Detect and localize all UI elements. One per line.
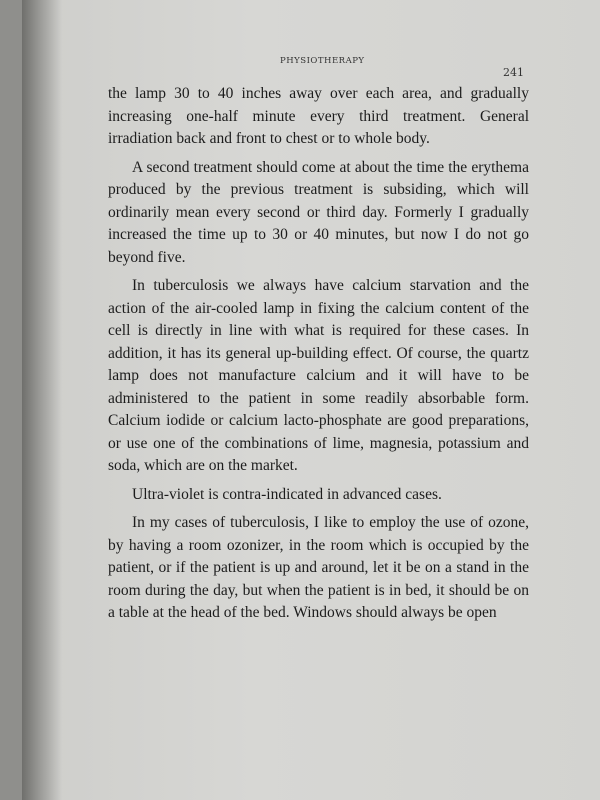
- paragraph-continued: the lamp 30 to 40 inches away over each area, and gradually increasing one-half minute every third treatment. General irradiation back and front to chest or to whole body.: [108, 85, 529, 147]
- paragraph: Ultra-violet is contra-indicated in advanced cases.: [132, 485, 442, 503]
- page-number: 241: [503, 66, 524, 79]
- running-title: PHYSIOTHERAPY: [280, 56, 365, 66]
- paragraph: A second treatment should come at about the time the erythema produced by the previous treatment is subsiding, which will ordinarily mean every second or third day. Formerly I gradually increased the time up to 30 or 40 minutes, but now I do not go beyond five.: [108, 158, 529, 266]
- body-text: [108, 83, 529, 631]
- page-gutter-shadow: [22, 0, 62, 800]
- paragraph: In my cases of tuberculosis, I like to employ the use of ozone, by having a room ozonizer, in the room which is occupied by the patient, or if the patient is up and around, let it be on a stand in the room during the day, but when the patient is in bed, it should be on a table at the head of the bed. Windows should always be open: [108, 514, 529, 621]
- paragraph: In tuberculosis we always have calcium starvation and the action of the air-cooled lamp in fixing the calcium content of the cell is directly in line with what is required for these cases. In addition, it has its general up-building effect. Of course, the quartz lamp does not manufacture calcium and it will have to be administered to the patient in some readily absorbable form. Calcium iodide or calcium lacto-phosphate are good preparations, or use one of the combinations of lime, magnesia, potassium and soda, which are on the market.: [108, 277, 529, 474]
